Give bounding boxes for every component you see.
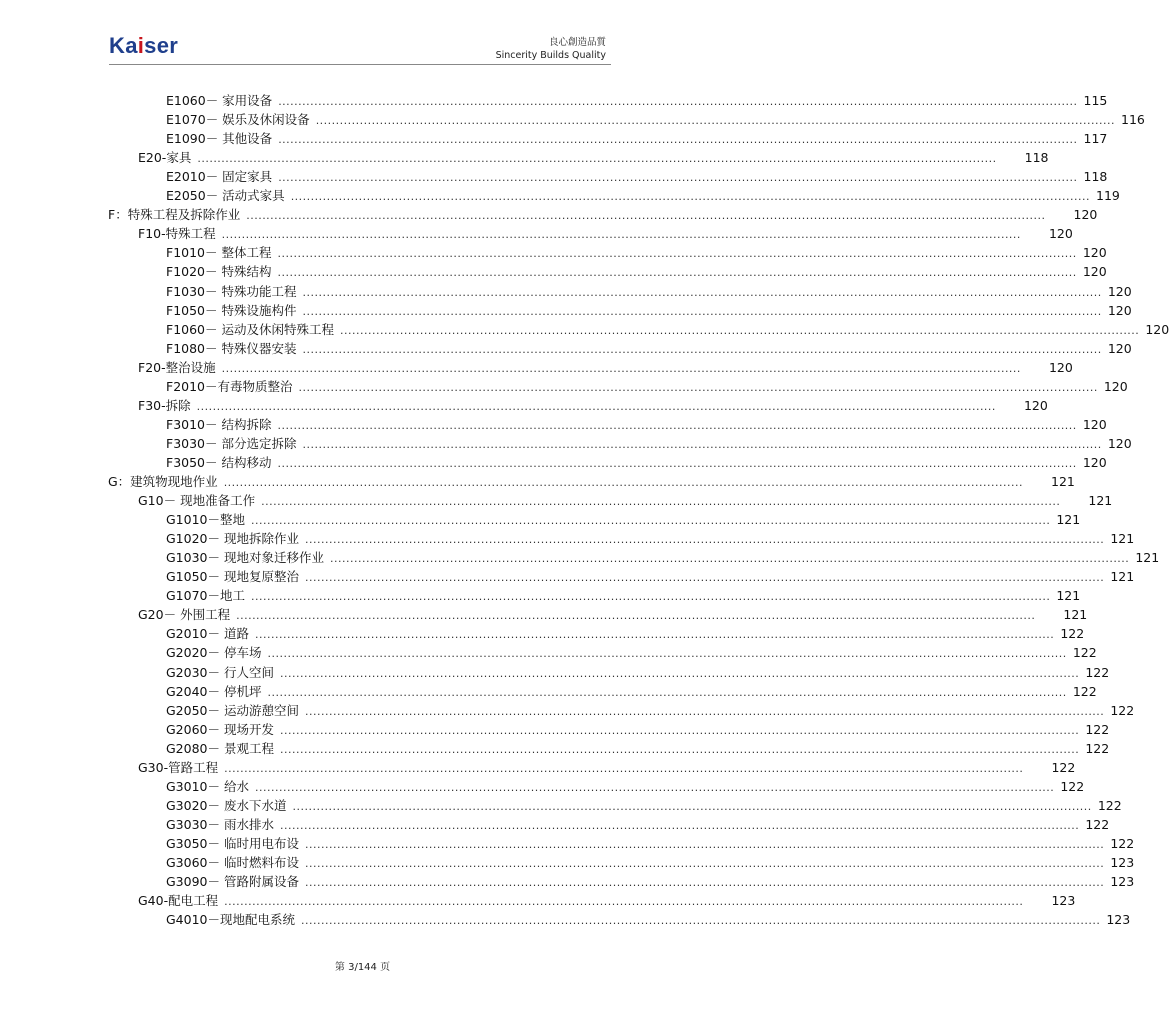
toc-dot-leader: ........................................................................................................................................................................................................	[339, 323, 1140, 337]
toc-dot-leader: ........................................................................................................................................................................................................	[224, 895, 1024, 909]
toc-entry-label: F3010－ 结构拆除	[166, 416, 272, 432]
toc-dot-leader: ........................................................................................................................................................................................................	[302, 342, 1102, 356]
toc-dot-leader: ........................................................................................................................................................................................................	[251, 590, 1051, 604]
toc-entry-page: 120	[1103, 378, 1128, 394]
toc-entry-label: G1030－ 现地对象迁移作业	[166, 550, 324, 566]
tagline-english: Sincerity Builds Quality	[495, 50, 606, 61]
toc-entry-page: 122	[1085, 721, 1110, 737]
toc-entry[interactable]	[166, 111, 1145, 129]
toc-entry[interactable]	[108, 473, 1075, 491]
toc-dot-leader: ........................................................................................................................................................................................................	[267, 647, 1067, 661]
toc-entry-label: F3050－ 结构移动	[166, 454, 272, 470]
toc-entry-page: 120	[1145, 321, 1169, 337]
toc-dot-leader: ........................................................................................................................................................................................................	[329, 552, 1130, 566]
toc-dot-leader: ........................................................................................................................................................................................................	[196, 399, 996, 413]
toc-entry-label: E20-家具	[138, 150, 192, 166]
toc-entry[interactable]	[166, 130, 1108, 148]
toc-entry-label: F1050－ 特殊设施构件	[166, 302, 297, 318]
toc-entry[interactable]	[166, 378, 1128, 396]
toc-dot-leader: ........................................................................................................................................................................................................	[223, 476, 1024, 489]
toc-dot-leader: ........................................................................................................................................................................................................	[224, 761, 1024, 775]
toc-entry-page: 120	[1107, 340, 1132, 356]
toc-entry-label: G10－ 现地准备工作	[138, 493, 256, 509]
toc-dot-leader: ........................................................................................................................................................................................................	[197, 152, 997, 166]
toc-dot-leader: ........................................................................................................................................................................................................	[277, 418, 1077, 432]
toc-entry-label: E2010－ 固定家具	[166, 169, 273, 185]
toc-entry-label: G4010－现地配电系统	[166, 912, 295, 928]
page-number: 第 3/144 页	[334, 962, 391, 973]
toc-dot-leader: ........................................................................................................................................................................................................	[254, 780, 1055, 794]
toc-entry[interactable]	[138, 149, 1049, 167]
kaiser-logo: Kaiser	[109, 33, 179, 58]
toc-entry[interactable]	[166, 283, 1132, 301]
toc-entry[interactable]	[166, 721, 1110, 739]
toc-entry[interactable]	[166, 92, 1108, 110]
toc-entry-page: 122	[1072, 645, 1097, 661]
toc-entry-page: 120	[1107, 302, 1132, 318]
toc-entry-page: 123	[1110, 874, 1135, 890]
toc-entry-label: F2010－有毒物质整治	[166, 378, 293, 394]
toc-dot-leader: ........................................................................................................................................................................................................	[251, 514, 1051, 528]
toc-dot-leader: ........................................................................................................................................................................................................	[221, 228, 1021, 242]
toc-entry-page: 122	[1085, 740, 1110, 756]
toc-entry[interactable]	[166, 740, 1110, 758]
toc-entry-label: G20－ 外围工程	[138, 607, 231, 623]
toc-entry-page: 120	[1023, 397, 1048, 413]
toc-entry-page: 121	[1088, 493, 1113, 509]
toc-entry-page: 121	[1110, 531, 1135, 547]
toc-entry-label: G1070－地工	[166, 588, 245, 604]
toc-entry-page: 116	[1121, 112, 1145, 128]
toc-dot-leader: ........................................................................................................................................................................................................	[279, 818, 1080, 832]
toc-entry-page: 121	[1056, 512, 1081, 528]
toc-entry-page: 123	[1106, 912, 1131, 928]
toc-entry[interactable]	[166, 702, 1135, 720]
toc-dot-leader: ........................................................................................................................................................................................................	[278, 133, 1078, 147]
toc-entry-label: F1060－ 运动及休闲特殊工程	[166, 321, 334, 337]
toc-entry-label: G1020－ 现地拆除作业	[166, 531, 299, 547]
toc-entry-label: F1020－ 特殊结构	[166, 264, 272, 280]
toc-entry[interactable]	[166, 244, 1107, 262]
toc-entry-label: G：建筑物现地作业	[108, 474, 218, 489]
toc-dot-leader: ........................................................................................................................................................................................................	[236, 609, 1036, 623]
toc-entry-page: 120	[1107, 435, 1132, 451]
toc-entry-label: F20-整治设施	[138, 359, 216, 375]
toc-entry-page: 122	[1060, 626, 1085, 642]
toc-entry-page: 120	[1073, 207, 1098, 223]
toc-entry[interactable]	[138, 492, 1113, 510]
toc-entry[interactable]	[166, 321, 1169, 339]
toc-entry-page: 117	[1083, 131, 1108, 147]
toc-entry-page: 122	[1110, 702, 1135, 718]
toc-dot-leader: ........................................................................................................................................................................................................	[261, 495, 1061, 509]
toc-entry-page: 120	[1048, 226, 1073, 242]
toc-dot-leader: ........................................................................................................................................................................................................	[302, 437, 1102, 451]
toc-entry[interactable]	[166, 416, 1107, 434]
toc-entry[interactable]	[166, 187, 1120, 205]
toc-entry[interactable]	[138, 892, 1076, 910]
toc-entry-label: F30-拆除	[138, 397, 191, 413]
toc-entry-page: 120	[1082, 454, 1107, 470]
toc-entry[interactable]	[166, 664, 1110, 682]
toc-entry[interactable]	[166, 454, 1107, 472]
toc-entry-label: G3030－ 雨水排水	[166, 816, 274, 832]
toc-entry-label: F1080－ 特殊仪器安装	[166, 340, 297, 356]
toc-entry[interactable]	[138, 606, 1088, 624]
toc-entry[interactable]	[166, 530, 1135, 548]
toc-entry-page: 121	[1135, 550, 1160, 566]
toc-entry-page: 123	[1110, 855, 1135, 870]
toc-entry-page: 118	[1083, 169, 1108, 185]
toc-dot-leader: ........................................................................................................................................................................................................	[277, 456, 1077, 470]
toc-dot-leader: ........................................................................................................................................................................................................	[279, 666, 1080, 680]
toc-dot-leader: ........................................................................................................................................................................................................	[277, 247, 1077, 261]
toc-dot-leader: ........................................................................................................................................................................................................	[315, 114, 1116, 128]
toc-entry-page: 120	[1082, 264, 1107, 280]
toc-entry-label: G3020－ 废水下水道	[166, 797, 287, 813]
toc-entry-page: 122	[1072, 683, 1097, 699]
toc-dot-leader: ........................................................................................................................................................................................................	[304, 837, 1105, 851]
toc-dot-leader: ........................................................................................................................................................................................................	[278, 171, 1078, 185]
header-divider	[109, 64, 611, 65]
toc-dot-leader: ........................................................................................................................................................................................................	[254, 628, 1055, 642]
toc-entry-label: G2020－ 停车场	[166, 645, 262, 661]
toc-entry-label: G30-管路工程	[138, 759, 219, 775]
toc-entry-page: 120	[1107, 283, 1132, 299]
toc-entry-page: 121	[1063, 607, 1088, 623]
toc-entry[interactable]	[166, 911, 1131, 929]
toc-entry[interactable]	[166, 835, 1135, 853]
tagline-chinese: 良心創造品質	[548, 37, 606, 48]
toc-entry[interactable]	[166, 873, 1135, 891]
toc-entry-label: G2080－ 景观工程	[166, 740, 274, 756]
toc-entry-page: 122	[1051, 759, 1076, 775]
toc-entry-page: 123	[1051, 893, 1076, 909]
toc-dot-leader: ........................................................................................................................................................................................................	[302, 285, 1102, 299]
toc-entry-page: 121	[1051, 474, 1075, 489]
toc-dot-leader: ........................................................................................................................................................................................................	[279, 723, 1080, 737]
toc-entry-label: G2040－ 停机坪	[166, 683, 262, 699]
toc-entry-label: G2060－ 现场开发	[166, 721, 274, 737]
toc-dot-leader: ........................................................................................................................................................................................................	[267, 685, 1067, 699]
toc-dot-leader: ........................................................................................................................................................................................................	[221, 361, 1021, 375]
toc-dot-leader: ........................................................................................................................................................................................................	[277, 266, 1077, 280]
toc-entry-label: G2010－ 道路	[166, 626, 249, 642]
toc-entry[interactable]	[138, 397, 1048, 415]
toc-entry[interactable]	[166, 644, 1097, 662]
toc-entry-page: 120	[1082, 416, 1107, 432]
toc-entry[interactable]	[166, 511, 1081, 529]
toc-entry[interactable]	[166, 797, 1122, 815]
toc-entry-label: G3010－ 给水	[166, 778, 249, 794]
toc-entry[interactable]	[166, 568, 1135, 586]
toc-entry-label: G3050－ 临时用电布设	[166, 835, 299, 851]
toc-entry[interactable]	[138, 759, 1076, 777]
toc-entry[interactable]	[138, 225, 1073, 243]
toc-dot-leader: ........................................................................................................................................................................................................	[301, 914, 1101, 928]
toc-entry-page: 120	[1082, 245, 1107, 261]
toc-entry[interactable]	[166, 854, 1135, 872]
toc-dot-leader: ........................................................................................................................................................................................................	[292, 799, 1092, 813]
toc-entry-page: 119	[1096, 188, 1120, 204]
toc-entry-label: E2050－ 活动式家具	[166, 188, 285, 204]
toc-entry[interactable]	[166, 683, 1097, 701]
toc-entry[interactable]	[166, 435, 1132, 453]
toc-entry-page: 118	[1024, 150, 1049, 166]
toc-entry-page: 122	[1060, 778, 1085, 794]
toc-entry-label: G1050－ 现地复原整治	[166, 569, 299, 585]
toc-entry-label: G2050－ 运动游憩空间	[166, 702, 299, 718]
toc-entry[interactable]	[166, 302, 1132, 320]
toc-dot-leader: ........................................................................................................................................................................................................	[279, 742, 1080, 756]
toc-entry-label: E1070－ 娱乐及休闲设备	[166, 112, 310, 128]
toc-entry-page: 122	[1085, 664, 1110, 680]
toc-entry-page: 121	[1056, 588, 1081, 604]
toc-entry-label: G40-配电工程	[138, 893, 219, 909]
toc-entry[interactable]	[138, 359, 1073, 377]
toc-entry[interactable]	[166, 549, 1160, 567]
toc-entry-label: F1030－ 特殊功能工程	[166, 283, 297, 299]
toc-entry[interactable]	[166, 816, 1110, 834]
toc-entry-page: 121	[1110, 569, 1135, 585]
toc-dot-leader: ........................................................................................................................................................................................................	[304, 857, 1105, 870]
toc-entry[interactable]	[166, 778, 1085, 796]
toc-entry-label: G3060－ 临时燃料布设	[166, 855, 299, 870]
toc-entry-page: 122	[1110, 835, 1135, 851]
toc-entry-label: E1060－ 家用设备	[166, 93, 273, 108]
toc-dot-leader: ........................................................................................................................................................................................................	[304, 704, 1105, 718]
toc-entry-page: 120	[1048, 359, 1073, 375]
toc-dot-leader: ........................................................................................................................................................................................................	[304, 876, 1105, 890]
toc-dot-leader: ........................................................................................................................................................................................................	[290, 190, 1091, 204]
toc-entry-label: F10-特殊工程	[138, 226, 216, 242]
toc-entry-label: G1010－整地	[166, 512, 245, 528]
toc-dot-leader: ........................................................................................................................................................................................................	[298, 380, 1098, 394]
toc-entry-label: G2030－ 行人空间	[166, 664, 274, 680]
toc-entry-label: F3030－ 部分选定拆除	[166, 435, 297, 451]
toc-entry[interactable]	[108, 206, 1098, 224]
toc-entry-label: F1010－ 整体工程	[166, 245, 272, 261]
toc-dot-leader: ........................................................................................................................................................................................................	[302, 304, 1102, 318]
toc-entry-page: 122	[1085, 816, 1110, 832]
toc-entry-label: F：特殊工程及拆除作业	[108, 207, 241, 223]
toc-entry[interactable]	[166, 340, 1132, 358]
toc-dot-leader: ........................................................................................................................................................................................................	[246, 209, 1046, 223]
toc-entry-page: 122	[1097, 797, 1122, 813]
toc-dot-leader: ........................................................................................................................................................................................................	[304, 571, 1105, 585]
toc-entry[interactable]	[166, 625, 1085, 643]
toc-entry[interactable]	[166, 587, 1081, 605]
toc-entry-label: G3090－ 管路附属设备	[166, 874, 299, 890]
toc-entry[interactable]	[166, 263, 1107, 281]
toc-dot-leader: ........................................................................................................................................................................................................	[278, 95, 1078, 108]
toc-entry-label: E1090－ 其他设备	[166, 131, 273, 147]
toc-dot-leader: ........................................................................................................................................................................................................	[304, 533, 1105, 547]
company-tagline	[496, 36, 606, 62]
toc-entry[interactable]	[166, 168, 1108, 186]
toc-entry-page: 115	[1083, 93, 1108, 108]
